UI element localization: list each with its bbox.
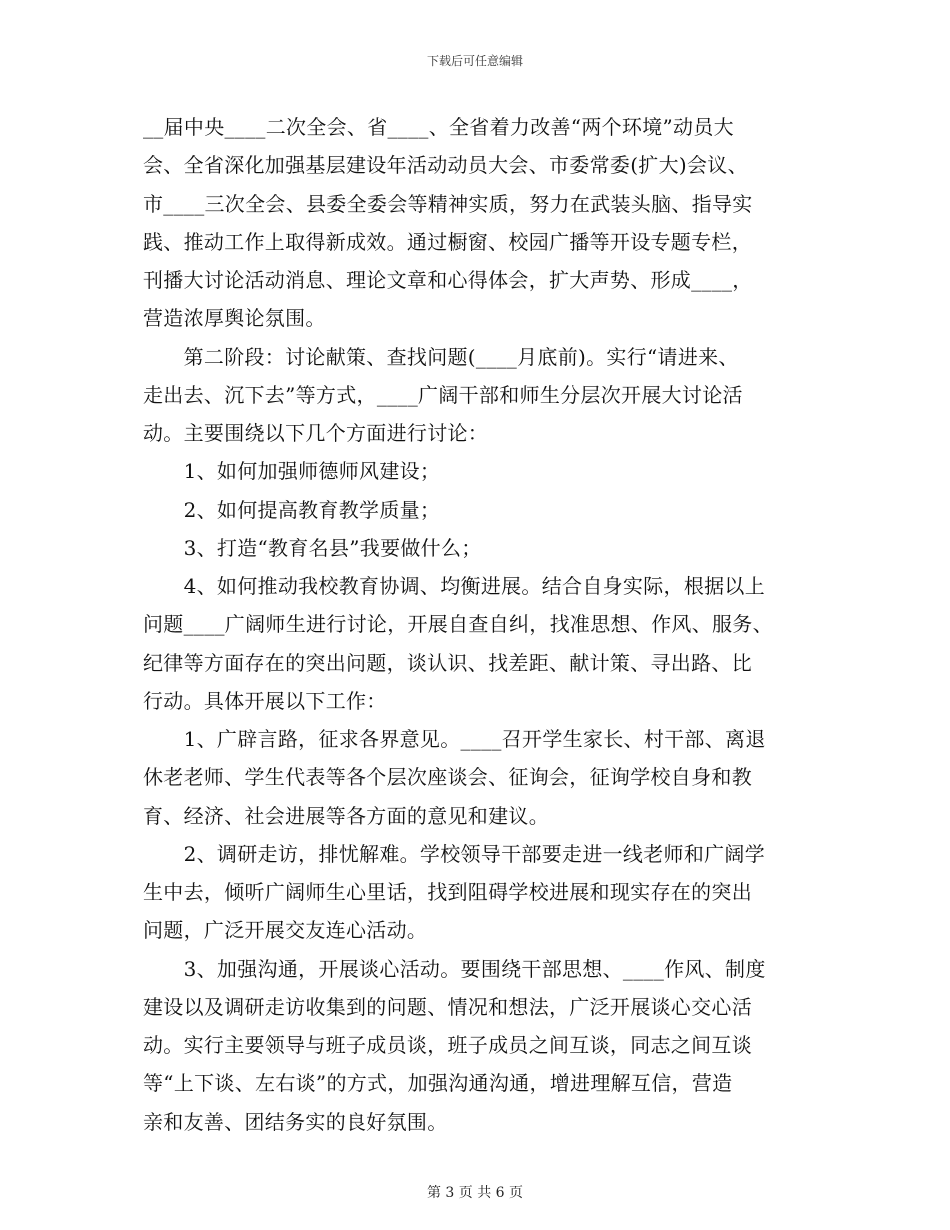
text-line: 问题，广泛开展交友连心活动。 [143, 918, 428, 943]
text-line: 等“上下谈、左右谈”的方式，加强沟通沟通，增进理解互信，营造 [143, 1071, 733, 1096]
text-line: 问题____广阔师生进行讨论，开展自查自纠，找准思想、作风、服务、 [143, 612, 773, 637]
text-line: 建设以及调研走访收集到的问题、情况和想法，广泛开展谈心交心活 [143, 994, 752, 1019]
text-line: 刊播大讨论活动消息、理论文章和心得体会，扩大声势、形成____， [143, 268, 753, 292]
text-line: 会、全省深化加强基层建设年活动动员大会、市委常委(扩大)会议、 [143, 153, 748, 178]
text-line: 1、如何加强师德师风建设； [143, 459, 441, 484]
page-header: 下载后可任意编辑 [426, 54, 523, 68]
text-line: 2、如何提高教育教学质量； [143, 497, 441, 522]
page-footer: 第 3 页 共 6 页 [426, 1185, 524, 1201]
text-line: 走出去、沉下去”等方式，____广阔干部和师生分层次开展大讨论活 [143, 382, 743, 407]
text-line: 第二阶段：讨论献策、查找问题(____月底前)。实行“请进来、 [143, 344, 739, 369]
text-line: 2、调研走访，排忧解难。学校领导干部要走进一线老师和广阔学 [143, 841, 766, 866]
text-line: 动。主要围绕以下几个方面进行讨论： [143, 421, 489, 445]
text-line: __届中央____二次全会、省____、全省着力改善“两个环境”动员大 [143, 115, 734, 139]
text-line: 育、经济、社会进展等各方面的意见和建议。 [143, 803, 549, 828]
text-line: 动。实行主要领导与班子成员谈，班子成员之间互谈，同志之间互谈 [143, 1033, 752, 1057]
text-line: 1、广辟言路，征求各界意见。____召开学生家长、村干部、离退 [143, 727, 766, 751]
text-line: 4、如何推动我校教育协调、均衡进展。结合自身实际，根据以上 [143, 574, 766, 598]
text-line: 营造浓厚舆论氛围。 [143, 306, 326, 331]
text-line: 休老老师、学生代表等各个层次座谈会、征询会，征询学校自身和教 [143, 765, 752, 790]
text-line: 3、打造“教育名县”我要做什么； [143, 535, 482, 560]
text-line: 市____三次全会、县委全委会等精神实质，努力在武装头脑、指导实 [143, 191, 753, 216]
text-line: 纪律等方面存在的突出问题，谈认识、找差距、献计策、寻出路、比 [143, 650, 752, 675]
text-line: 生中去，倾听广阔师生心里话，找到阻碍学校进展和现实存在的突出 [143, 880, 752, 904]
text-line: 行动。具体开展以下工作： [143, 688, 387, 713]
document-body [143, 108, 805, 1141]
text-line: 亲和友善、团结务实的良好氛围。 [143, 1109, 448, 1134]
text-line: 3、加强沟通，开展谈心活动。要围绕干部思想、____作风、制度 [143, 956, 766, 981]
text-line: 践、推动工作上取得新成效。通过橱窗、校园广播等开设专题专栏， [143, 229, 752, 254]
